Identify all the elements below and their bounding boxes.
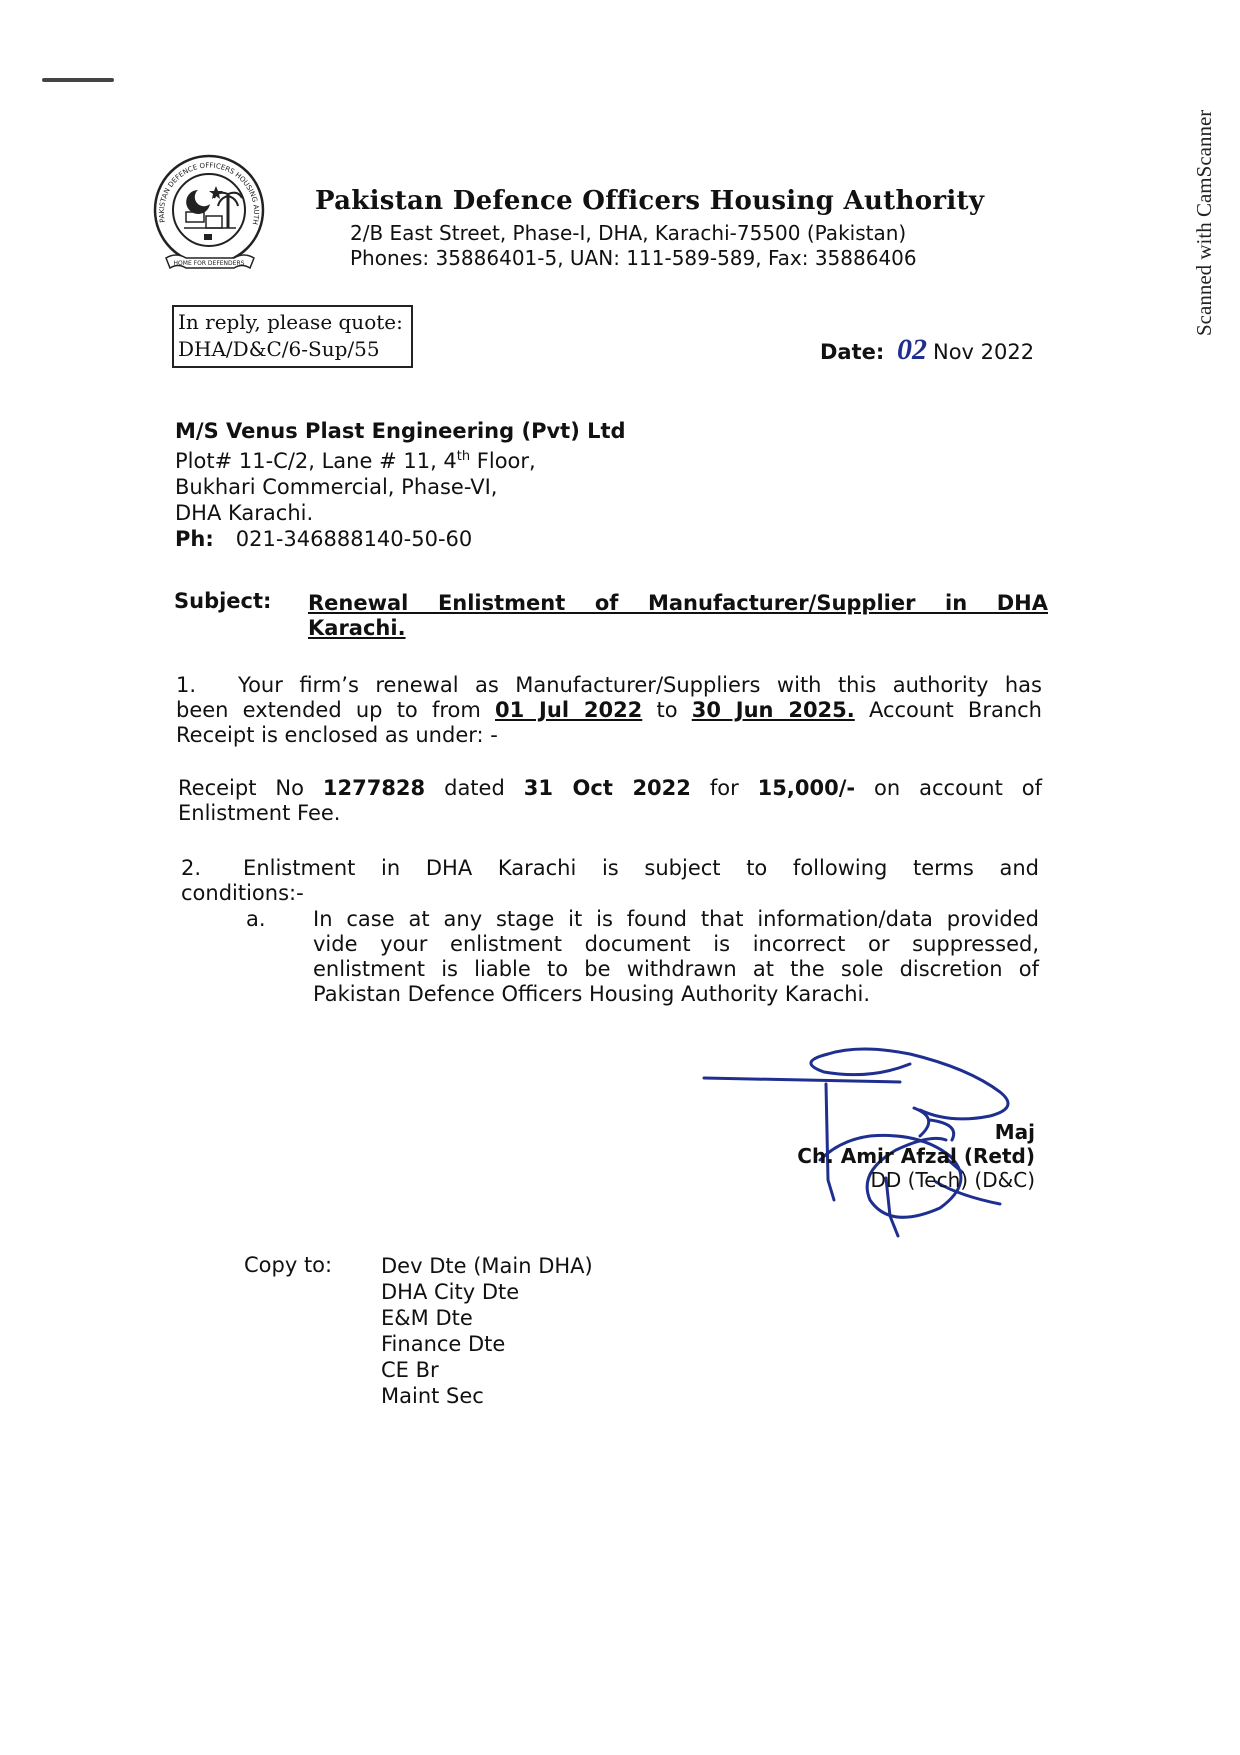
- para1-number: 1.: [176, 673, 197, 697]
- signatory-rank: Maj: [994, 1120, 1035, 1144]
- recipient-line2: Bukhari Commercial, Phase-VI,: [175, 475, 498, 499]
- letter-date: [820, 333, 1035, 366]
- organization-address: 2/B East Street, Phase-I, DHA, Karachi-75500 (Pakistan): [350, 221, 907, 245]
- receipt-amount: 15,000/-: [757, 776, 856, 800]
- copy-to-item: Maint Sec: [381, 1384, 484, 1408]
- organization-phones: Phones: 35886401-5, UAN: 111-589-589, Fax: 35886406: [350, 246, 917, 270]
- subject-line2: Karachi.: [308, 616, 406, 640]
- camscanner-watermark: Scanned with CamScanner: [1192, 109, 1216, 336]
- scan-mark: [42, 78, 114, 82]
- svg-text:HOME FOR DEFENDERS: HOME FOR DEFENDERS: [173, 260, 245, 267]
- recipient-line1: Plot# 11-C/2, Lane # 11, 4th Floor,: [175, 449, 536, 473]
- copy-to-list: [381, 1253, 593, 1409]
- signatory-designation: DD (Tech) (D&C): [870, 1168, 1035, 1192]
- copy-to-item: CE Br: [381, 1358, 439, 1382]
- para2-number: 2.: [181, 856, 202, 880]
- reference-number: DHA/D&C/6-Sup/55: [178, 337, 380, 361]
- from-date: 01 Jul 2022: [495, 698, 643, 722]
- to-date: 30 Jun 2025.: [691, 698, 855, 722]
- receipt-number: 1277828: [322, 776, 426, 800]
- recipient-phone: Ph: 021-346888140-50-60: [175, 527, 473, 551]
- subject-label: Subject:: [174, 589, 272, 613]
- copy-to-label: Copy to:: [244, 1253, 333, 1277]
- signature-block: [790, 1120, 1035, 1192]
- receipt-line: Receipt No 1277828 dated 31 Oct 2022 for 15,000/- on account of Enlistment Fee.: [178, 776, 1042, 825]
- receipt-date: 31 Oct 2022: [523, 776, 691, 800]
- organization-name: Pakistan Defence Officers Housing Authority: [315, 186, 985, 216]
- copy-to-item: E&M Dte: [381, 1306, 473, 1330]
- svg-text:PAKISTAN DEFENCE OFFICERS HOUS: PAKISTAN DEFENCE OFFICERS HOUSING AUTH: [157, 161, 261, 226]
- reference-label: In reply, please quote:: [178, 310, 403, 334]
- date-label: Date:: [820, 340, 885, 364]
- date-month-year: Nov 2022: [932, 340, 1035, 364]
- recipient-name: M/S Venus Plast Engineering (Pvt) Ltd: [175, 419, 626, 443]
- recipient-address: [175, 418, 626, 552]
- subject-line1: Renewal Enlistment of Manufacturer/Supplier in DHA: [308, 591, 1048, 615]
- copy-to-item: Finance Dte: [381, 1332, 506, 1356]
- signatory-name: Ch. Amir Afzal (Retd): [797, 1144, 1035, 1168]
- reference-box: [172, 305, 413, 368]
- condition-a-label: a.: [246, 907, 266, 931]
- date-day: 02: [896, 333, 927, 366]
- paragraph-2: 2. Enlistment in DHA Karachi is subject to following terms and conditions:-: [181, 856, 1039, 905]
- dha-seal-logo: [148, 150, 270, 280]
- copy-to-item: Dev Dte (Main DHA): [381, 1254, 593, 1278]
- recipient-line3: DHA Karachi.: [175, 501, 314, 525]
- paragraph-1: 1. Your firm’s renewal as Manufacturer/Suppliers with this authority has been extended up to from 01 Jul 2022 to 30 Jun 2025. Account Branch Receipt is enclosed as under: -: [176, 673, 1042, 747]
- condition-a-text: In case at any stage it is found that information/data provided vide your enlistment document is incorrect or suppressed, enlistment is liable to be withdrawn at the sole discretion of Pakistan Defence Officers Housing Authority Karachi.: [313, 907, 1039, 1006]
- copy-to-item: DHA City Dte: [381, 1280, 520, 1304]
